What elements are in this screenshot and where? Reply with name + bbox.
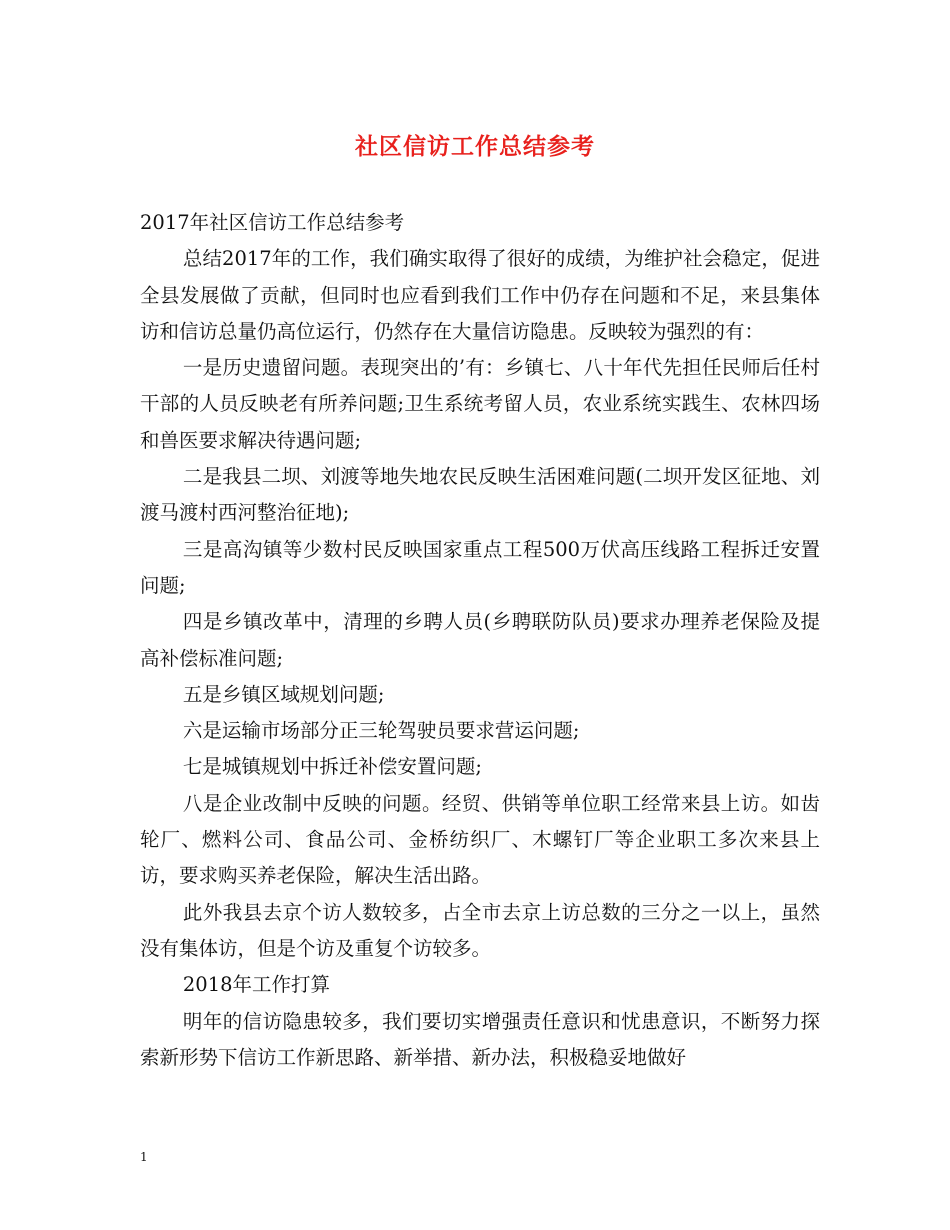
paragraph: 五是乡镇区域规划问题;: [182, 682, 385, 706]
document-body: [140, 205, 820, 1076]
paragraph: 四是乡镇改革中，清理的乡聘人员(乡聘联防队员)要求办理养老保险及提高补偿标准问题;: [140, 610, 820, 670]
page-number: 1: [140, 1150, 148, 1164]
paragraph: 2017年社区信访工作总结参考: [140, 211, 405, 234]
paragraph: 二是我县二坝、刘渡等地失地农民反映生活困难问题(二坝开发区征地、刘渡马渡村西河整治征地);: [140, 465, 820, 525]
paragraph: 2018年工作打算: [182, 973, 331, 997]
paragraph: 六是运输市场部分正三轮驾驶员要求营运问题;: [182, 719, 580, 743]
document-title: 社区信访工作总结参考: [355, 133, 595, 160]
paragraph: 总结2017年的工作，我们确实取得了很好的成绩，为维护社会稳定，促进全县发展做了贡献，但同时也应看到我们工作中仍存在问题和不足，来县集体访和信访总量仍高位运行，仍然存在大量信访隐患。反映较为强烈的有：: [140, 247, 820, 343]
paragraph: 七是城镇规划中拆迁补偿安置问题;: [182, 755, 482, 779]
paragraph: 三是高沟镇等少数村民反映国家重点工程500万伏高压线路工程拆迁安置问题;: [140, 537, 820, 597]
paragraph: 明年的信访隐患较多，我们要切实增强责任意识和忧患意识，不断努力探索新形势下信访工作新思路、新举措、新办法，积极稳妥地做好: [140, 1009, 820, 1069]
paragraph: 八是企业改制中反映的问题。经贸、供销等单位职工经常来县上访。如齿轮厂、燃料公司、食品公司、金桥纺织厂、木螺钉厂等企业职工多次来县上访，要求购买养老保险，解决生活出路。: [140, 791, 820, 888]
paragraph: 此外我县去京个访人数较多，占全市去京上访总数的三分之一以上，虽然没有集体访，但是个访及重复个访较多。: [140, 900, 820, 960]
paragraph: 一是历史遗留问题。表现突出的’有：乡镇七、八十年代先担任民师后任村干部的人员反映老有所养问题;卫生系统考留人员，农业系统实践生、农林四场和兽医要求解决待遇问题;: [140, 356, 820, 452]
